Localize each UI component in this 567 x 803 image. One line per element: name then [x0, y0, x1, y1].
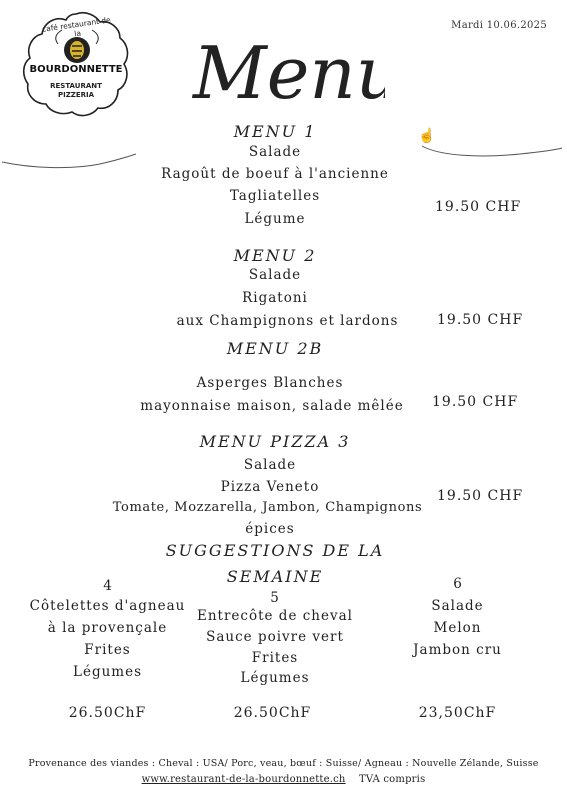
right-swash-decoration	[420, 140, 565, 162]
suggestion-5-price: 26.50ChF	[233, 705, 312, 721]
hand-cursor-icon: ☝	[418, 128, 436, 144]
footer-line	[0, 774, 567, 785]
suggestion-5-line: Frites	[251, 650, 299, 666]
menu-1-price: 19.50 CHF	[435, 199, 522, 215]
menu-1-line: Tagliatelles	[229, 188, 321, 204]
tva-note: TVA compris	[358, 774, 426, 785]
menu-2b-heading: MENU 2B	[226, 339, 324, 358]
menu-1-heading: MENU 1	[233, 122, 317, 141]
menu-2b-line: mayonnaise maison, salade mêlée	[140, 398, 404, 414]
suggestion-5-number: 5	[270, 590, 280, 606]
menu-3-line: épices	[245, 521, 295, 537]
suggestion-4-line: Frites	[84, 642, 131, 658]
menu-3-heading: MENU PIZZA 3	[199, 432, 351, 451]
logo-name: BOURDONNETTE	[29, 64, 123, 75]
menu-2-price: 19.50 CHF	[437, 312, 524, 328]
menu-3-line: Tomate, Mozzarella, Jambon, Champignons	[112, 500, 423, 515]
suggestion-4-line: Côtelettes d'agneau	[29, 598, 186, 614]
menu-2-heading: MENU 2	[233, 246, 317, 265]
menu-2b-line: Asperges Blanches	[196, 375, 344, 391]
suggestion-4-number: 4	[103, 578, 113, 594]
menu-3-line: Salade	[243, 457, 297, 473]
suggestions-heading: SUGGESTIONS DE LA	[165, 541, 385, 560]
restaurant-logo	[22, 10, 130, 120]
suggestion-6-number: 6	[453, 576, 463, 592]
suggestion-5-line: Légumes	[240, 670, 310, 686]
footer-provenance: Provenance des viandes : Cheval : USA/ Porc, veau, bœuf : Suisse/ Agneau : Nouvelle Zélande, Suisse	[28, 758, 539, 769]
menu-date: Mardi 10.06.2025	[451, 20, 547, 31]
menu-3-price: 19.50 CHF	[437, 488, 524, 504]
website-link[interactable]: www.restaurant-de-la-bourdonnette.ch	[141, 774, 346, 785]
suggestion-6-line: Jambon cru	[413, 642, 502, 658]
logo-sub1: RESTAURANT	[50, 82, 102, 90]
menu-3-line: Pizza Veneto	[220, 479, 320, 495]
menu-title-text: Menu	[193, 31, 385, 115]
suggestion-4-price: 26.50ChF	[68, 705, 147, 721]
suggestion-6-line: Salade	[431, 598, 484, 614]
logo-sub2: PIZZERIA	[57, 91, 95, 99]
menu-2-line: aux Champignons et lardons	[176, 313, 399, 329]
suggestion-4-line: Légumes	[72, 664, 142, 680]
menu-1-line: Légume	[244, 211, 306, 227]
menu-title	[185, 20, 385, 115]
suggestions-heading-line2: SEMAINE	[226, 567, 324, 586]
menu-2-line: Rigatoni	[242, 290, 308, 306]
suggestion-5-line: Entrecôte de cheval	[197, 608, 353, 624]
suggestion-5-line: Sauce poivre vert	[206, 629, 344, 645]
suggestion-6-line: Melon	[433, 620, 482, 636]
suggestion-4-line: à la provençale	[47, 620, 168, 636]
logo-arc-text: café restaurant de la	[41, 15, 112, 39]
menu-1-line: Salade	[248, 144, 302, 160]
menu-1-line: Ragoût de boeuf à l'ancienne	[161, 166, 389, 182]
suggestion-6-price: 23,50ChF	[418, 705, 497, 721]
left-swash-decoration	[0, 150, 140, 175]
menu-2b-price: 19.50 CHF	[432, 394, 519, 410]
menu-2-line: Salade	[248, 267, 302, 283]
